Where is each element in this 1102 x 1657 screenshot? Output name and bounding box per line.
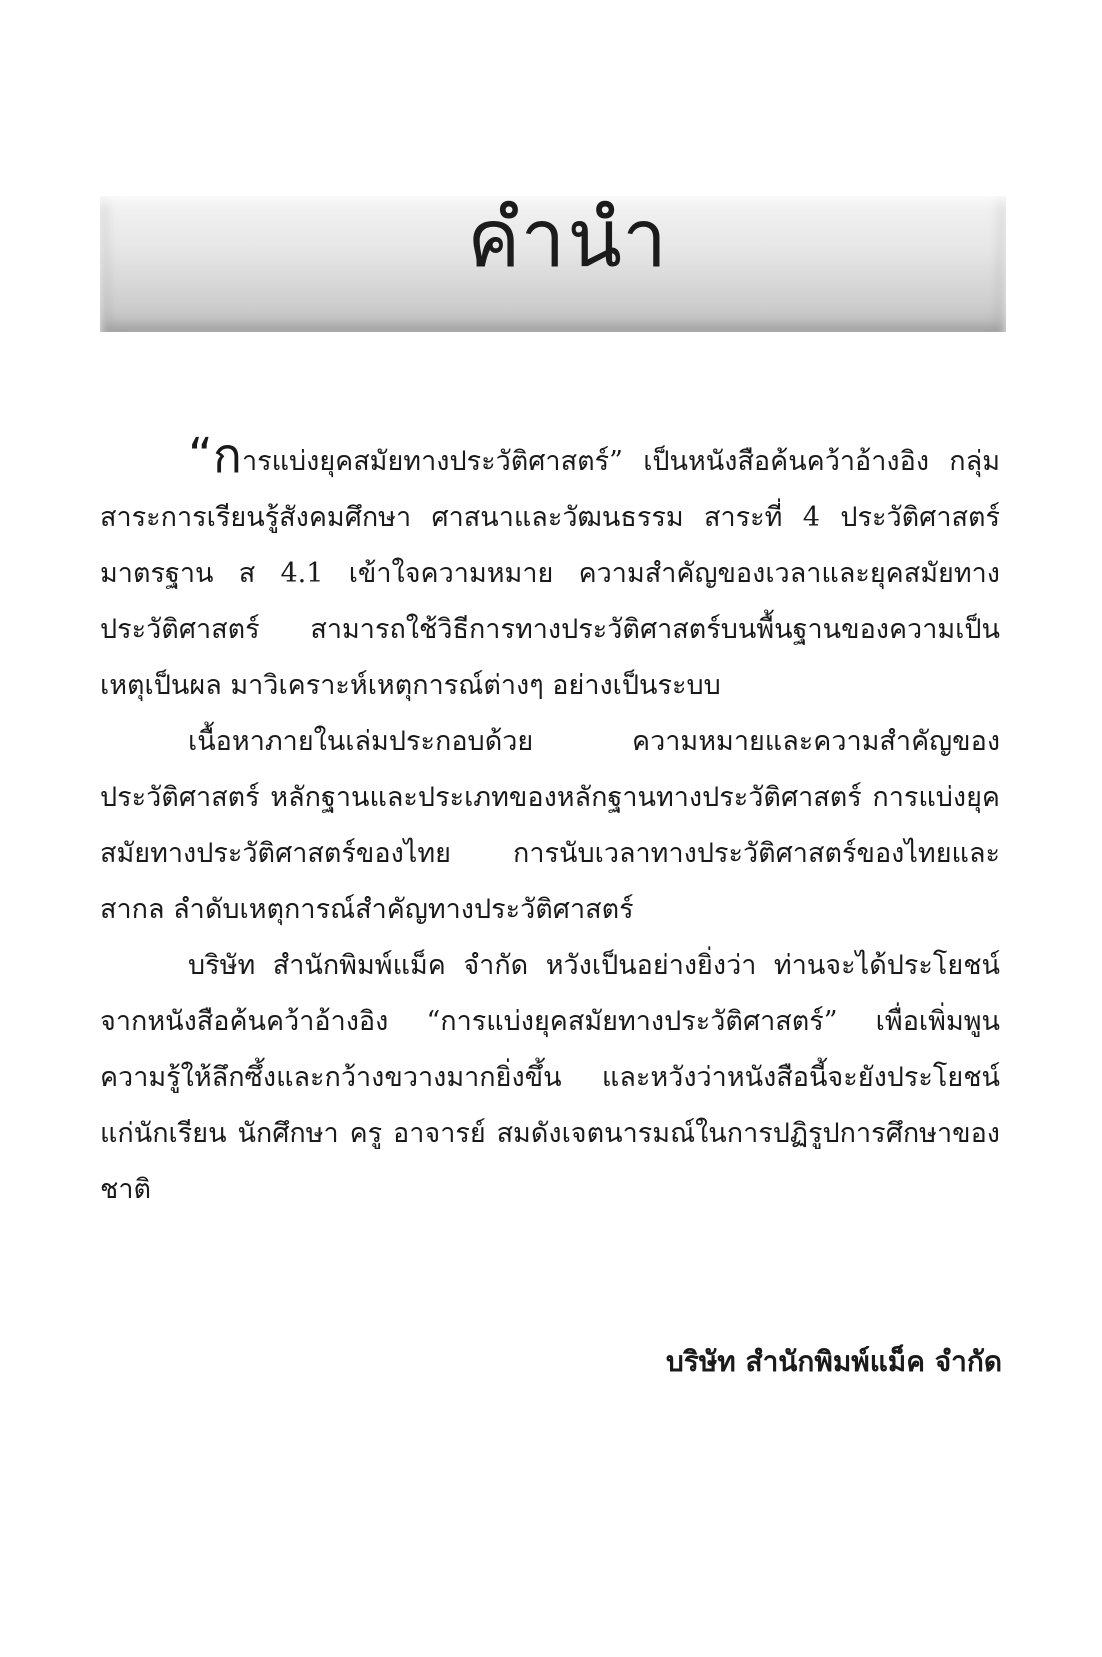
body-text: [100, 428, 1000, 1218]
paragraph-1-text: ารแบ่งยุคสมัยทางประวัติศาสตร์” เป็นหนังสือค้นคว้าอ้างอิง กลุ่มสาระการเรียนรู้สังคมศึกษา ศาสนาและวัฒนธรรม สาระที่ 4 ประวัติศาสตร์ มาตรฐาน ส 4.1 เข้าใจความหมาย ความสำคัญของเวลาและยุคสมัยทางประวัติศาสตร์ สามารถใช้วิธีการทางประวัติศาสตร์บนพื้นฐานของความเป็นเหตุเป็นผล มาวิเคราะห์เหตุการณ์ต่างๆ อย่างเป็นระบบ: [100, 446, 1000, 701]
open-quote: “: [188, 428, 213, 484]
signature: บริษัท สำนักพิมพ์แม็ค จำกัด: [666, 1345, 1002, 1378]
paragraph-3: บริษัท สำนักพิมพ์แม็ค จำกัด หวังเป็นอย่างยิ่งว่า ท่านจะได้ประโยชน์จากหนังสือค้นคว้าอ้างอิง “การแบ่งยุคสมัยทางประวัติศาสตร์” เพื่อเพิ่มพูนความรู้ให้ลึกซึ้งและกว้างขวางมากยิ่งขึ้น และหวังว่าหนังสือนี้จะยังประโยชน์แก่นักเรียน นักศึกษา ครู อาจารย์ สมดังเจตนารมณ์ในการปฏิรูปการศึกษาของชาติ: [100, 950, 1000, 1205]
paragraph-2: เนื้อหาภายในเล่มประกอบด้วย ความหมายและความสำคัญของประวัติศาสตร์ หลักฐานและประเภทของหลักฐานทางประวัติศาสตร์ การแบ่งยุคสมัยทางประวัติศาสตร์ของไทย การนับเวลาทางประวัติศาสตร์ของไทยและสากล ลำดับเหตุการณ์สำคัญทางประวัติศาสตร์: [100, 726, 1000, 925]
title-banner: [100, 192, 1006, 332]
drop-cap: ก: [212, 428, 242, 484]
page-title: คำนำ: [466, 192, 670, 286]
paragraph-1: [100, 428, 1000, 714]
